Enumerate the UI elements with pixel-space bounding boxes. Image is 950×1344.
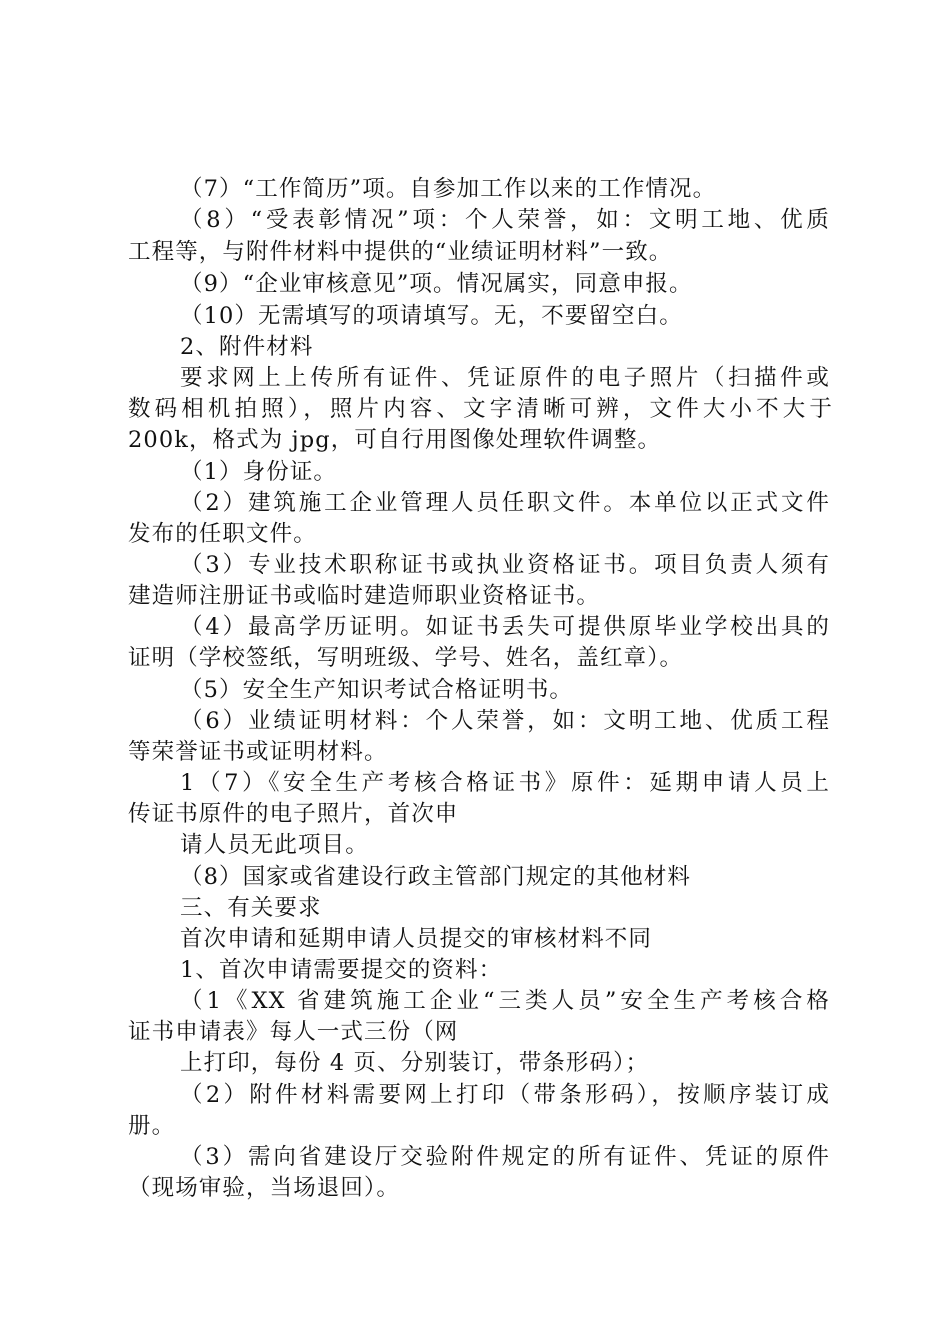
text-line: （3）专业技术职称证书或执业资格证书。项目负责人须有 bbox=[180, 552, 830, 578]
text-line: 发布的任职文件。 bbox=[128, 521, 317, 547]
text-line: （10）无需填写的项请填写。无，不要留空白。 bbox=[180, 303, 683, 329]
text-line: 要求网上上传所有证件、凭证原件的电子照片（扫描件或 bbox=[180, 365, 830, 391]
text-line: （9）“企业审核意见”项。情况属实，同意申报。 bbox=[180, 271, 693, 297]
text-line: 证书申请表》每人一式三份（网 bbox=[128, 1019, 459, 1045]
text-line: （现场审验，当场退回）。 bbox=[128, 1175, 400, 1201]
text-line: 数码相机拍照），照片内容、文字清晰可辨，文件大小不大于 bbox=[128, 396, 833, 422]
text-line: （2）附件材料需要网上打印（带条形码），按顺序装订成 bbox=[180, 1082, 830, 1108]
text-line: 传证书原件的电子照片，首次申 bbox=[128, 801, 459, 827]
text-line: 1、首次申请需要提交的资料： bbox=[180, 957, 503, 983]
text-line: （1）身份证。 bbox=[180, 459, 338, 485]
text-line: （6）业绩证明材料：个人荣誉，如：文明工地、优质工程 bbox=[180, 708, 830, 734]
text-line: 上打印，每份 4 页、分别装订，带条形码）； bbox=[180, 1050, 650, 1076]
text-line: 1（7）《安全生产考核合格证书》原件：延期申请人员上 bbox=[180, 770, 830, 796]
text-line: （5）安全生产知识考试合格证明书。 bbox=[180, 677, 574, 703]
section-heading: 三、有关要求 bbox=[180, 895, 322, 921]
text-line: 证明（学校签纸，写明班级、学号、姓名，盖红章）。 bbox=[128, 645, 684, 671]
text-line: 册。 bbox=[128, 1113, 176, 1139]
text-line: 建造师注册证书或临时建造师职业资格证书。 bbox=[128, 583, 601, 609]
text-line: 200k，格式为 jpg，可自行用图像处理软件调整。 bbox=[128, 427, 662, 453]
section-heading: 2、附件材料 bbox=[180, 334, 314, 360]
text-line: （7）“工作简历”项。自参加工作以来的工作情况。 bbox=[180, 176, 717, 202]
text-line: 工程等，与附件材料中提供的“业绩证明材料”一致。 bbox=[128, 239, 673, 265]
text-line: （3）需向省建设厅交验附件规定的所有证件、凭证的原件 bbox=[180, 1144, 830, 1170]
text-line: （1《XX 省建筑施工企业“三类人员”安全生产考核合格 bbox=[180, 988, 830, 1014]
text-line: 等荣誉证书或证明材料。 bbox=[128, 739, 388, 765]
text-line: （4）最高学历证明。如证书丢失可提供原毕业学校出具的 bbox=[180, 614, 830, 640]
text-line: （8）“受表彰情况”项：个人荣誉，如：文明工地、优质 bbox=[180, 207, 830, 233]
text-line: （2）建筑施工企业管理人员任职文件。本单位以正式文件 bbox=[180, 490, 830, 516]
text-line: （8）国家或省建设行政主管部门规定的其他材料 bbox=[180, 864, 692, 890]
text-line: 首次申请和延期申请人员提交的审核材料不同 bbox=[180, 926, 653, 952]
text-line: 请人员无此项目。 bbox=[180, 832, 369, 858]
